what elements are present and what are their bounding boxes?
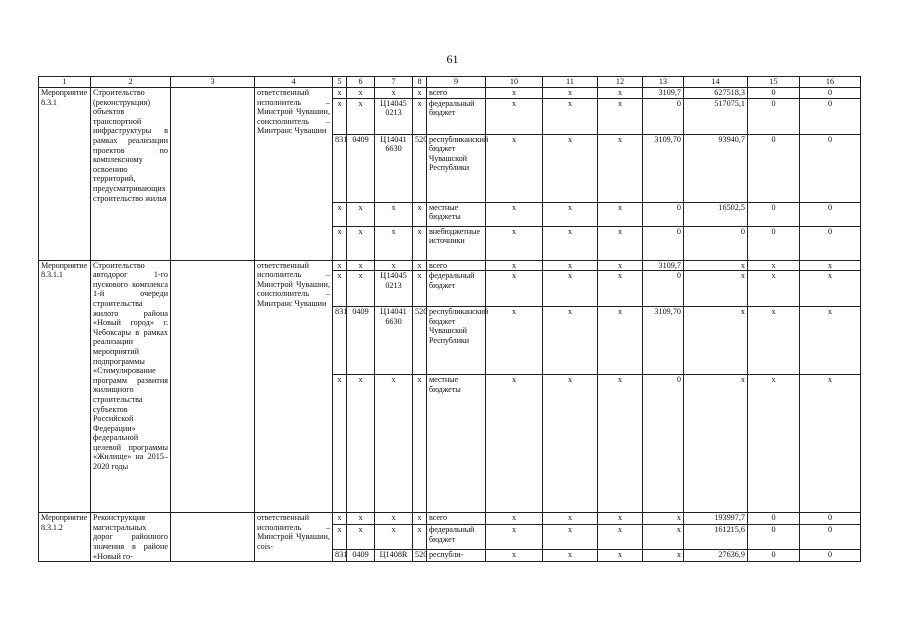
value-cell: x — [486, 134, 543, 202]
value-cell: x — [598, 88, 643, 99]
event-name-cell: Реконструкция магистральных дорог районного значения в районе «Новый го- — [91, 513, 171, 562]
value-cell: x — [543, 513, 598, 525]
column-number: 7 — [375, 77, 413, 88]
expense-type-cell: x — [413, 98, 427, 134]
value-cell: x — [598, 134, 643, 202]
value-cell: 0 — [748, 525, 800, 550]
target-article-cell: x — [375, 260, 413, 271]
funding-source-cell: внебюджетные источники — [427, 226, 486, 260]
value-cell: 93940,7 — [684, 134, 748, 202]
section-cell: x — [347, 525, 375, 550]
value-cell: x — [543, 134, 598, 202]
value-cell: x — [598, 98, 643, 134]
value-cell: x — [598, 525, 643, 550]
value-cell: x — [598, 550, 643, 562]
column-number: 11 — [543, 77, 598, 88]
column-number: 14 — [684, 77, 748, 88]
target-article-cell: x — [375, 375, 413, 513]
grbs-cell: x — [333, 513, 347, 525]
expense-type-cell: x — [413, 513, 427, 525]
value-cell: x — [643, 550, 684, 562]
table-row — [39, 88, 861, 99]
responsible-cell: ответственный исполнитель – Минстрой Чувашии, соисполнитель – Минтранс Чувашии — [255, 88, 333, 261]
responsible-cell: ответственный исполнитель – Минстрой Чувашии, сois- — [255, 513, 333, 562]
section-cell: x — [347, 513, 375, 525]
expense-type-cell: 520 — [413, 134, 427, 202]
section-cell: x — [347, 375, 375, 513]
value-cell: 0 — [800, 226, 861, 260]
page-number: 61 — [446, 52, 459, 66]
value-cell: x — [643, 525, 684, 550]
event-name-cell: Строительство (реконструкция) объектов транспортной инфраструктуры в рамках реализации проектов по комплексному освоению территорий, предусматривающих строительство жилья — [91, 88, 171, 261]
value-cell: x — [486, 226, 543, 260]
value-cell: 0 — [684, 226, 748, 260]
target-article-cell: x — [375, 525, 413, 550]
value-cell: 0 — [800, 202, 861, 226]
event-name-cell: Строительство автодорог 1-го пускового комплекса 1-й очереди строительства жилого района «Новый город» г. Чебоксары в рамках реализации мероприятий подпрограммы «Стимулирование программ развития жилищного строительства субъектов Российской Федерации» федеральной целевой программы «Жилище» на 2015–2020 годы — [91, 260, 171, 513]
value-cell: x — [486, 271, 543, 307]
column-number: 5 — [333, 77, 347, 88]
expense-type-cell: x — [413, 226, 427, 260]
event-cell: Мероприятие 8.3.1 — [39, 88, 91, 261]
value-cell: 0 — [800, 525, 861, 550]
event-cell: Мероприятие 8.3.1.1 — [39, 260, 91, 513]
value-cell: x — [643, 513, 684, 525]
expense-type-cell: 520 — [413, 307, 427, 375]
empty-cell — [171, 88, 255, 261]
expense-type-cell: x — [413, 271, 427, 307]
funding-source-cell: местные бюджеты — [427, 375, 486, 513]
target-article-cell: Ц14041 6630 — [375, 307, 413, 375]
target-article-cell: x — [375, 202, 413, 226]
value-cell: 0 — [748, 134, 800, 202]
grbs-cell: x — [333, 88, 347, 99]
value-cell: 0 — [748, 98, 800, 134]
value-cell: 16502,5 — [684, 202, 748, 226]
funding-source-cell: всего — [427, 513, 486, 525]
expense-type-cell: x — [413, 88, 427, 99]
value-cell: x — [598, 202, 643, 226]
value-cell: x — [543, 88, 598, 99]
value-cell: x — [800, 375, 861, 513]
column-number: 4 — [255, 77, 333, 88]
value-cell: x — [800, 260, 861, 271]
column-number: 15 — [748, 77, 800, 88]
value-cell: x — [800, 271, 861, 307]
value-cell: x — [800, 307, 861, 375]
empty-cell — [171, 513, 255, 562]
value-cell: x — [598, 513, 643, 525]
value-cell: x — [486, 550, 543, 562]
value-cell: x — [543, 375, 598, 513]
value-cell: x — [543, 271, 598, 307]
column-number: 3 — [171, 77, 255, 88]
value-cell: 193997,7 — [684, 513, 748, 525]
funding-source-cell: всего — [427, 88, 486, 99]
target-article-cell: Ц14041 6630 — [375, 134, 413, 202]
column-number: 16 — [800, 77, 861, 88]
expense-type-cell: x — [413, 260, 427, 271]
expense-type-cell: x — [413, 202, 427, 226]
value-cell: x — [486, 88, 543, 99]
section-cell: 0409 — [347, 134, 375, 202]
event-cell: Мероприятие 8.3.1.2 — [39, 513, 91, 562]
value-cell: 0 — [800, 134, 861, 202]
value-cell: 0 — [800, 88, 861, 99]
table-row — [39, 260, 861, 271]
column-number: 2 — [91, 77, 171, 88]
value-cell: 0 — [800, 550, 861, 562]
column-number: 6 — [347, 77, 375, 88]
column-number: 9 — [427, 77, 486, 88]
value-cell: 161215,6 — [684, 525, 748, 550]
value-cell: 517075,1 — [684, 98, 748, 134]
value-cell: x — [486, 260, 543, 271]
target-article-cell: x — [375, 226, 413, 260]
funding-source-cell: федеральный бюджет — [427, 525, 486, 550]
section-cell: x — [347, 271, 375, 307]
budget-table — [38, 76, 861, 562]
target-article-cell: Ц14045 0213 — [375, 98, 413, 134]
value-cell: x — [598, 226, 643, 260]
grbs-cell: x — [333, 202, 347, 226]
funding-source-cell: федеральный бюджет — [427, 98, 486, 134]
value-cell: 0 — [748, 226, 800, 260]
value-cell: x — [598, 260, 643, 271]
value-cell: x — [684, 271, 748, 307]
target-article-cell: x — [375, 513, 413, 525]
value-cell: 0 — [748, 550, 800, 562]
value-cell: x — [748, 271, 800, 307]
section-cell: x — [347, 202, 375, 226]
header-row — [39, 77, 861, 88]
value-cell: x — [684, 260, 748, 271]
value-cell: 0 — [748, 202, 800, 226]
value-cell: x — [486, 525, 543, 550]
section-cell: x — [347, 98, 375, 134]
grbs-cell: x — [333, 260, 347, 271]
table-row — [39, 513, 861, 525]
column-number: 13 — [643, 77, 684, 88]
value-cell: x — [543, 550, 598, 562]
value-cell: 0 — [643, 202, 684, 226]
value-cell: x — [748, 260, 800, 271]
value-cell: x — [598, 307, 643, 375]
value-cell: 0 — [748, 513, 800, 525]
value-cell: x — [684, 307, 748, 375]
value-cell: x — [486, 98, 543, 134]
value-cell: x — [486, 307, 543, 375]
value-cell: x — [543, 98, 598, 134]
value-cell: x — [543, 202, 598, 226]
value-cell: x — [486, 513, 543, 525]
value-cell: x — [543, 260, 598, 271]
value-cell: 627518,3 — [684, 88, 748, 99]
responsible-cell: ответственный исполнитель – Минстрой Чувашии, соисполнитель – Минтранс Чувашии — [255, 260, 333, 513]
value-cell: 0 — [800, 513, 861, 525]
grbs-cell: 831 — [333, 550, 347, 562]
section-cell: 0409 — [347, 307, 375, 375]
value-cell: 0 — [748, 88, 800, 99]
value-cell: x — [684, 375, 748, 513]
value-cell: x — [543, 307, 598, 375]
section-cell: x — [347, 226, 375, 260]
section-cell: x — [347, 88, 375, 99]
expense-type-cell: 520 — [413, 550, 427, 562]
target-article-cell: Ц14045 0213 — [375, 271, 413, 307]
value-cell: x — [543, 226, 598, 260]
expense-type-cell: x — [413, 375, 427, 513]
value-cell: x — [486, 202, 543, 226]
funding-source-cell: местные бюджеты — [427, 202, 486, 226]
value-cell: x — [543, 525, 598, 550]
value-cell: 0 — [643, 271, 684, 307]
column-number: 8 — [413, 77, 427, 88]
value-cell: 0 — [800, 98, 861, 134]
value-cell: 0 — [643, 226, 684, 260]
target-article-cell: Ц1408R — [375, 550, 413, 562]
grbs-cell: x — [333, 98, 347, 134]
grbs-cell: 831 — [333, 134, 347, 202]
column-number: 1 — [39, 77, 91, 88]
value-cell: x — [748, 375, 800, 513]
empty-cell — [171, 260, 255, 513]
value-cell: 3109,7 — [643, 88, 684, 99]
value-cell: 0 — [643, 375, 684, 513]
column-number: 10 — [486, 77, 543, 88]
grbs-cell: x — [333, 226, 347, 260]
grbs-cell: x — [333, 271, 347, 307]
grbs-cell: 831 — [333, 307, 347, 375]
funding-source-cell: республиканский бюджет Чувашской Республики — [427, 307, 486, 375]
value-cell: x — [598, 271, 643, 307]
value-cell: 0 — [643, 98, 684, 134]
value-cell: 27636,9 — [684, 550, 748, 562]
grbs-cell: x — [333, 525, 347, 550]
target-article-cell: x — [375, 88, 413, 99]
funding-source-cell: республи- — [427, 550, 486, 562]
value-cell: 3109,70 — [643, 307, 684, 375]
grbs-cell: x — [333, 375, 347, 513]
section-cell: x — [347, 260, 375, 271]
value-cell: x — [598, 375, 643, 513]
value-cell: 3109,7 — [643, 260, 684, 271]
value-cell: 3109,70 — [643, 134, 684, 202]
funding-source-cell: всего — [427, 260, 486, 271]
funding-source-cell: федеральный бюджет — [427, 271, 486, 307]
value-cell: x — [748, 307, 800, 375]
value-cell: x — [486, 375, 543, 513]
section-cell: 0409 — [347, 550, 375, 562]
funding-source-cell: республиканский бюджет Чувашской Республики — [427, 134, 486, 202]
column-number: 12 — [598, 77, 643, 88]
expense-type-cell: x — [413, 525, 427, 550]
